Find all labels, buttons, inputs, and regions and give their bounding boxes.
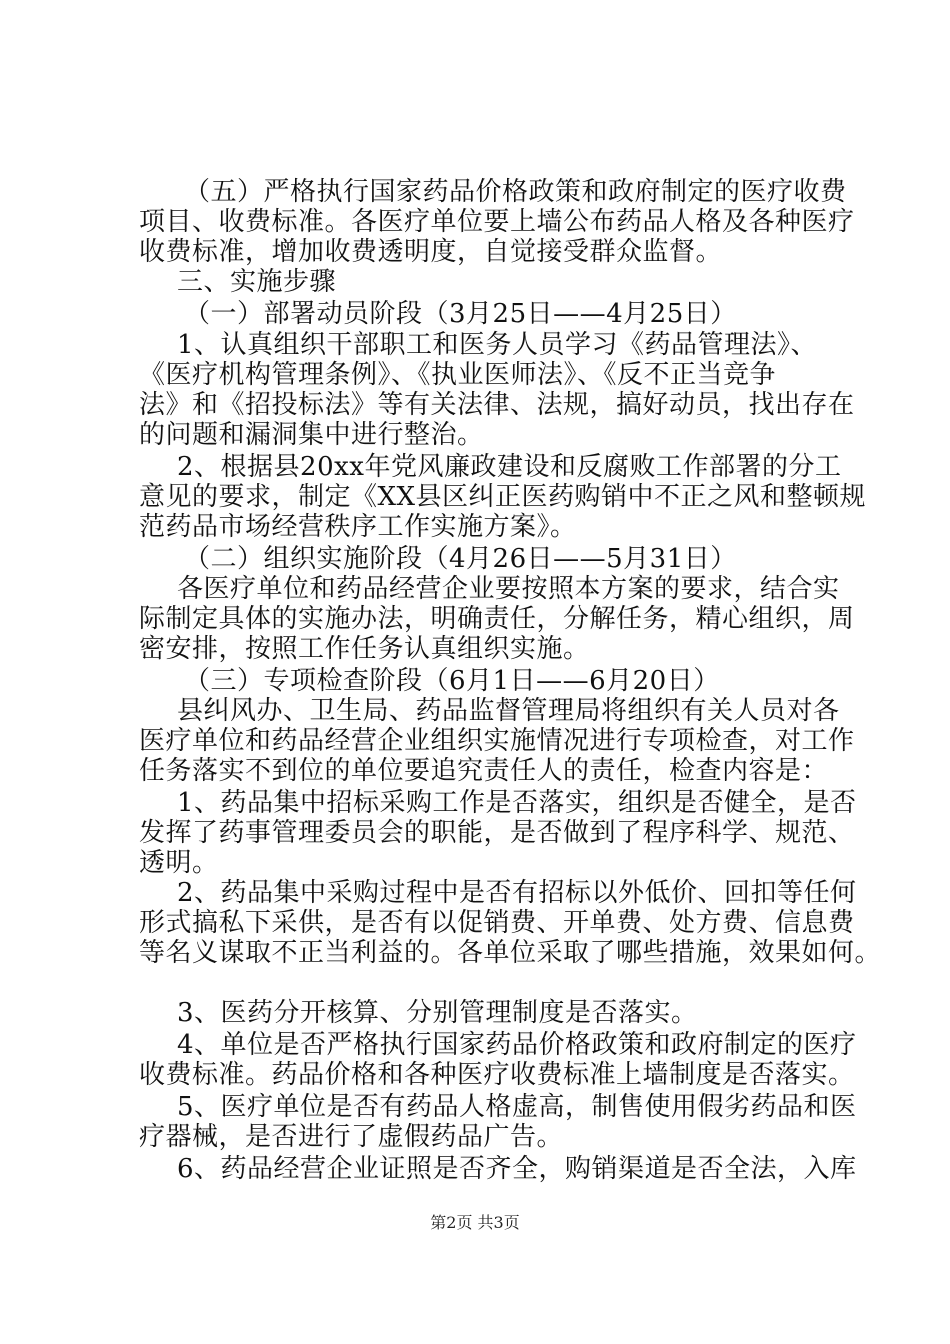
text-line-2: 项目、收费标准。各医疗单位要上墙公布药品人格及各种医疗 <box>139 207 855 237</box>
text-line-27: 3、医药分开核算、分别管理制度是否落实。 <box>177 998 698 1028</box>
text-line-9: 的问题和漏洞集中进行整治。 <box>139 420 484 450</box>
text-line-21: 1、药品集中招标采购工作是否落实，组织是否健全，是否 <box>177 788 857 818</box>
page-number-footer: 第2页 共3页 <box>430 1213 520 1232</box>
text-line-3: 收费标准，增加收费透明度，自觉接受群众监督。 <box>139 237 723 267</box>
stage-heading-1: （一）部署动员阶段（3月25日——4月25日） <box>184 299 737 329</box>
text-line-11: 意见的要求，制定《XX县区纠正医药购销中不正之风和整顿规 <box>139 482 867 512</box>
text-line-14: 各医疗单位和药品经营企业要按照本方案的要求，结合实 <box>177 574 840 604</box>
text-line-10: 2、根据县20xx年党风廉政建设和反腐败工作部署的分工 <box>177 452 842 482</box>
text-line-32: 6、药品经营企业证照是否齐全，购销渠道是否全法，入库 <box>177 1154 857 1184</box>
text-line-31: 疗器械，是否进行了虚假药品广告。 <box>139 1122 564 1152</box>
text-line-15: 际制定具体的实施办法，明确责任，分解任务，精心组织，周 <box>139 604 855 634</box>
section-heading-3: 三、实施步骤 <box>177 267 337 297</box>
text-line-26: 等名义谋取不正当利益的。各单位采取了哪些措施，效果如何。 <box>139 938 882 968</box>
text-line-6: 1、认真组织干部职工和医务人员学习《药品管理法》、 <box>177 330 818 360</box>
text-line-19: 医疗单位和药品经营企业组织实施情况进行专项检查，对工作 <box>139 726 855 756</box>
text-line-7: 《医疗机构管理条例》、《执业医师法》、《反不正当竞争 <box>139 360 777 390</box>
text-line-16: 密安排，按照工作任务认真组织实施。 <box>139 634 590 664</box>
text-line-1: （五）严格执行国家药品价格政策和政府制定的医疗收费 <box>184 177 847 207</box>
text-line-12: 范药品市场经营秩序工作实施方案》。 <box>139 512 577 542</box>
text-line-24: 2、药品集中采购过程中是否有招标以外低价、回扣等任何 <box>177 878 857 908</box>
text-line-8: 法》和《招投标法》等有关法律、法规，搞好动员，找出存在 <box>139 390 855 420</box>
text-line-28: 4、单位是否严格执行国家药品价格政策和政府制定的医疗 <box>177 1030 857 1060</box>
stage-heading-2: （二）组织实施阶段（4月26日——5月31日） <box>184 544 737 574</box>
text-line-25: 形式搞私下采供，是否有以促销费、开单费、处方费、信息费 <box>139 908 855 938</box>
text-line-18: 县纠风办、卫生局、药品监督管理局将组织有关人员对各 <box>177 696 840 726</box>
text-line-23: 透明。 <box>139 848 219 878</box>
text-line-29: 收费标准。药品价格和各种医疗收费标准上墙制度是否落实。 <box>139 1060 855 1090</box>
stage-heading-3: （三）专项检查阶段（6月1日——6月20日） <box>184 666 720 696</box>
text-line-20: 任务落实不到位的单位要追究责任人的责任，检查内容是： <box>139 756 829 786</box>
text-line-30: 5、医疗单位是否有药品人格虚高，制售使用假劣药品和医 <box>177 1092 857 1122</box>
text-line-22: 发挥了药事管理委员会的职能，是否做到了程序科学、规范、 <box>139 818 855 848</box>
